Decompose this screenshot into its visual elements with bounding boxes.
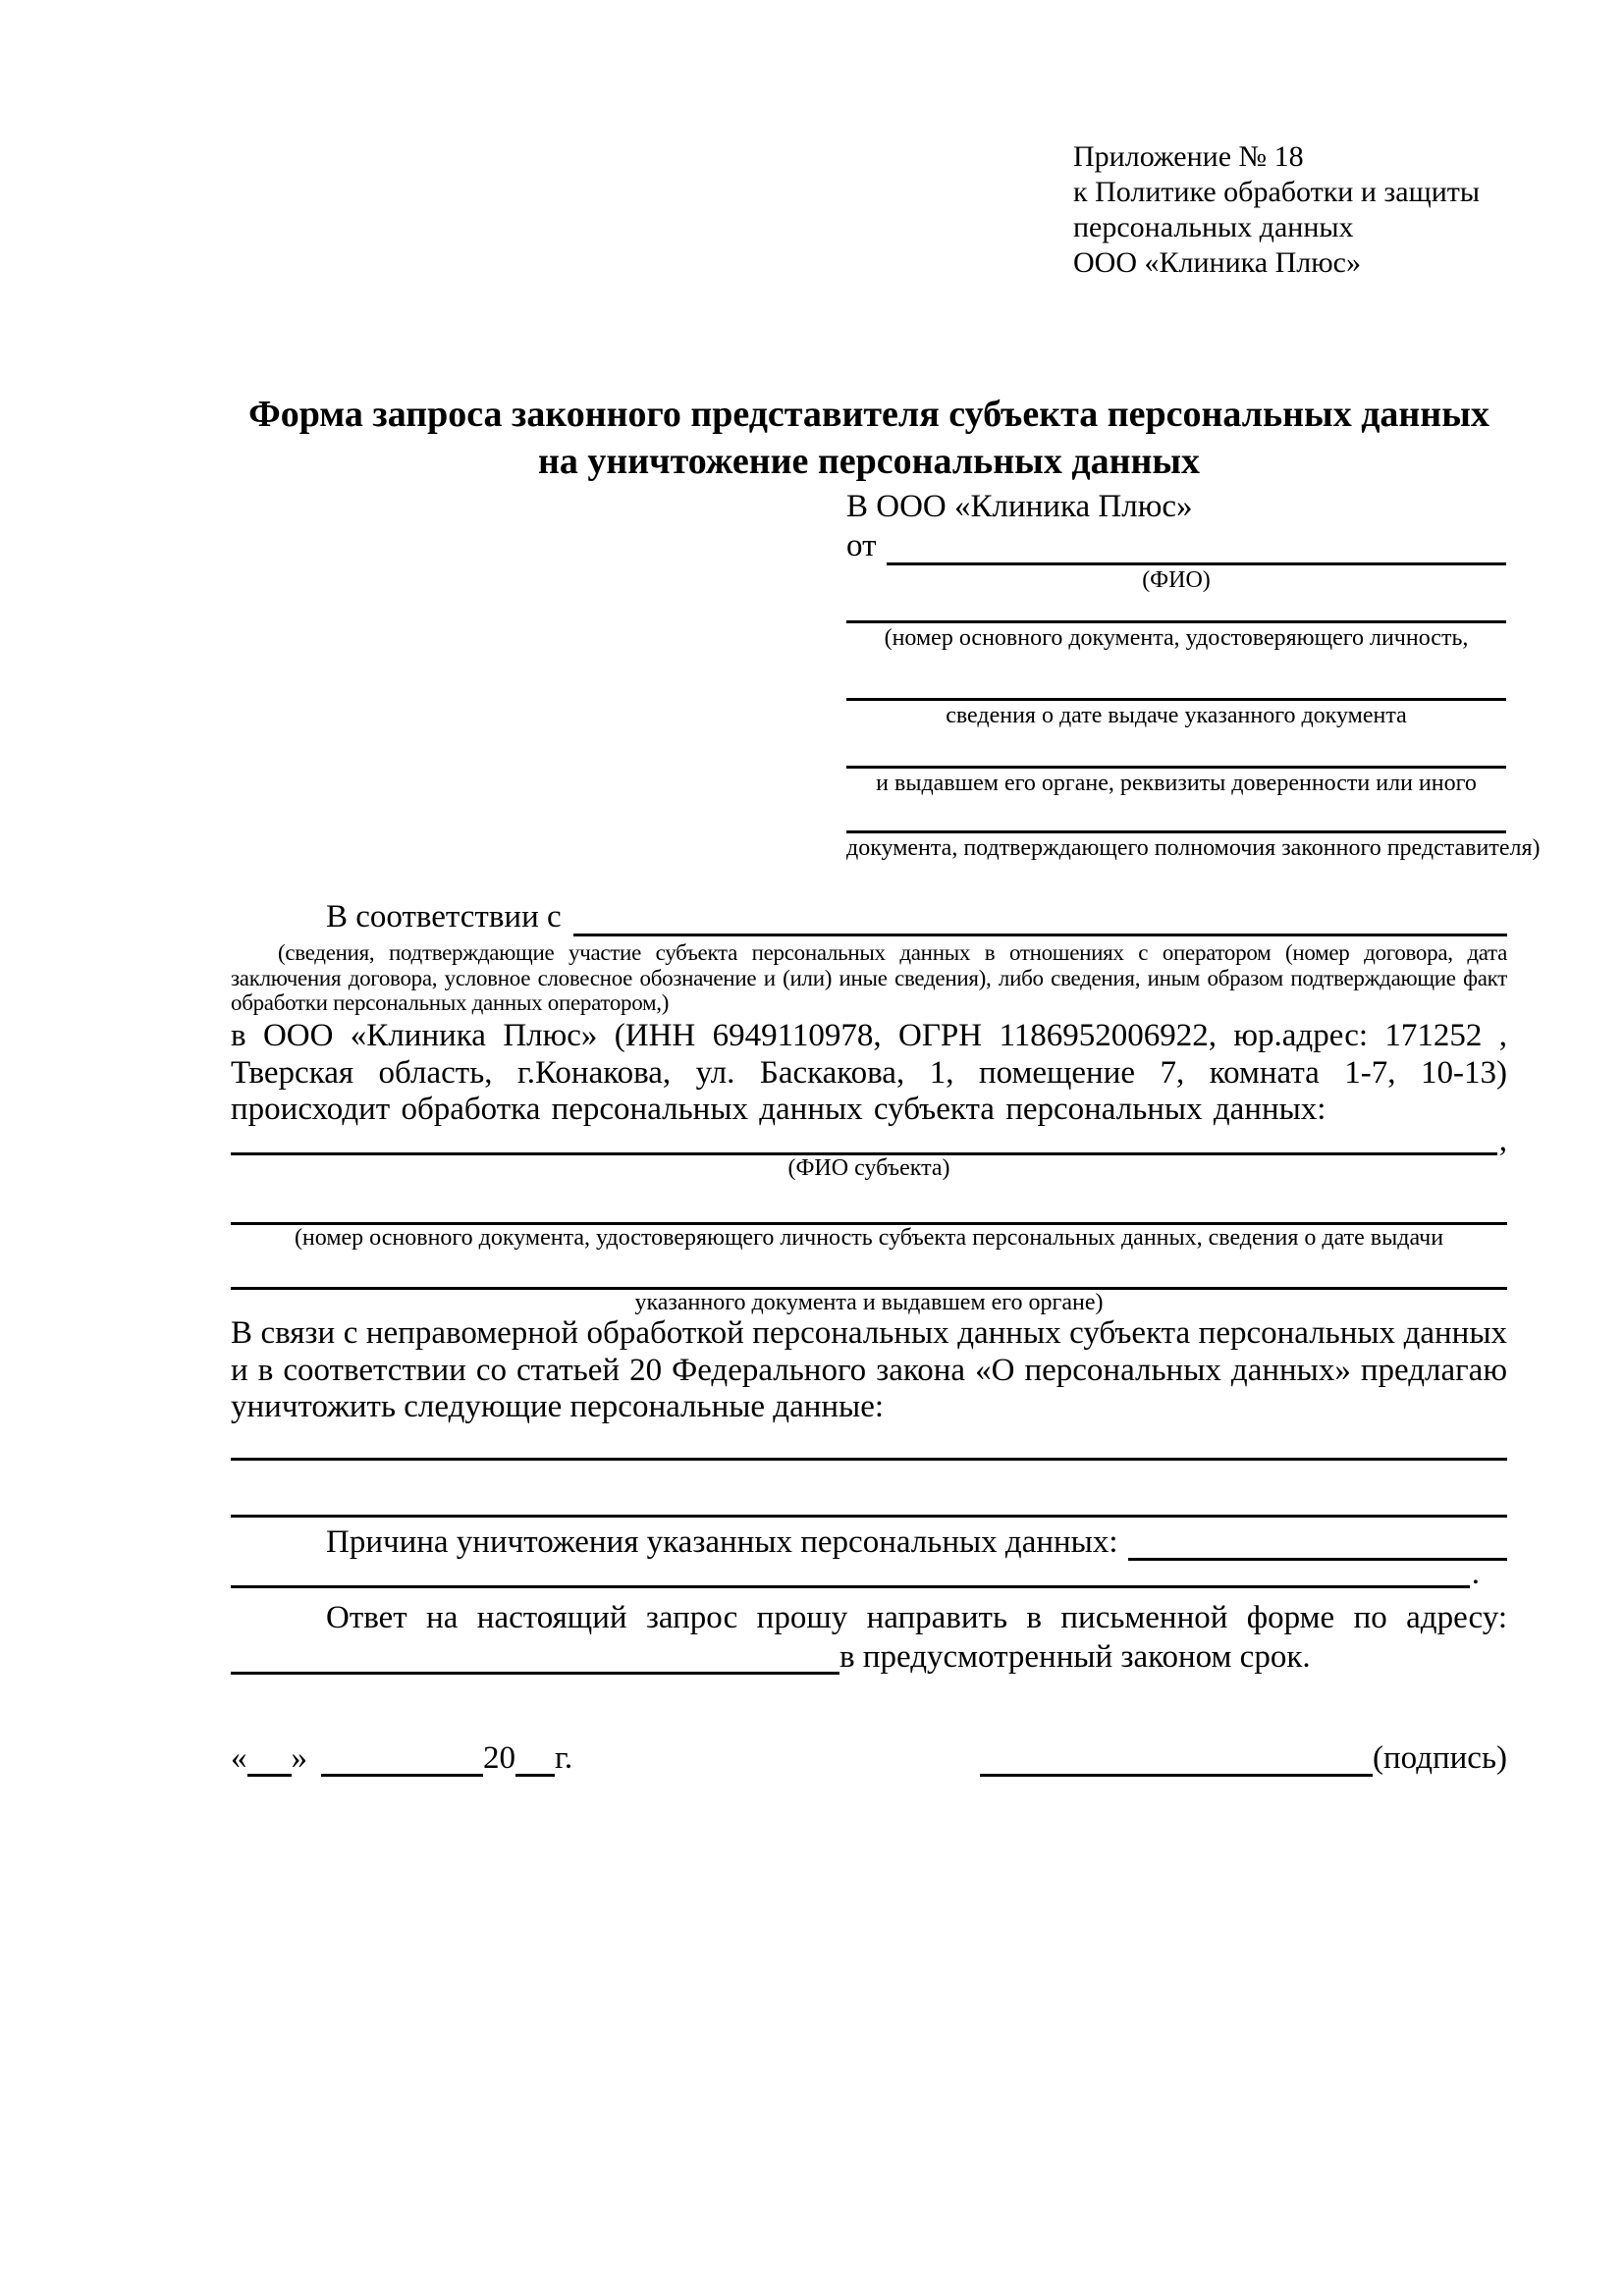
title-line-1: Форма запроса законного представителя субъекта персональных данных [248,394,1489,435]
date-quote-close: » [291,1740,307,1776]
appendix-number: Приложение № 18 [1073,140,1304,173]
trailing-comma: , [1498,1123,1507,1158]
issuing-authority-field-line [846,728,1506,769]
from-label: от [846,528,877,563]
power-of-attorney-caption: документа, подтверждающего полномочия законного представителя) [846,835,1541,861]
subject-doc-caption-1: (номер основного документа, удостоверяющего личность субъекта персональных данных, сведения о дате выдачи [294,1225,1444,1251]
data-to-destroy-field-line-2 [231,1460,1507,1518]
issue-date-caption: сведения о дате выдаче указанного документа [946,703,1407,728]
date-year-prefix: 20 [483,1740,515,1776]
date-year-field-line [515,1774,555,1777]
appendix-header [1073,139,1535,281]
title-line-2: на уничтожение персональных данных [537,441,1201,482]
answer-address-row [231,1639,1507,1675]
from-row [846,526,1506,565]
subject-fio-row [231,1123,1507,1158]
document-title [231,391,1507,485]
power-of-attorney-field-line [846,796,1506,833]
date-day-field-line [247,1774,292,1777]
accordance-field-line [573,934,1507,936]
issuing-authority-caption: и выдавшем его органе, реквизиты доверенности или иного [876,771,1477,796]
addressee-block [846,487,1541,861]
accordance-row [231,897,1507,936]
appendix-policy-line2: персональных данных [1073,211,1354,243]
trailing-period: . [1471,1556,1480,1591]
answer-sentence: Ответ на настоящий запрос прошу направить в письменной форме по адресу: [326,1600,1507,1635]
operator-paragraph: в ООО «Клиника Плюс» (ИНН 6949110978, ОГРН 1186952006922, юр.адрес: 171252 , Тверская область, г.Конакова, ул. Баскакова, 1, помещение 7, комната 1-7, 10-13) происходит обработка персональных данных субъекта персональных данных: [231,1018,1507,1127]
signature-caption: (подпись) [1373,1740,1507,1776]
signature-group [980,1739,1507,1777]
reason-field-line [1128,1558,1507,1561]
appendix-policy-line: к Политике обработки и защиты [1073,176,1481,208]
accordance-lead: В соответствии с [326,899,562,934]
subject-fio-caption: (ФИО субъекта) [787,1155,950,1181]
id-doc-caption: (номер основного документа, удостоверяющего личность, [884,625,1469,651]
date-group [231,1739,572,1777]
signature-row [231,1739,1507,1777]
fio-caption: (ФИО) [1142,567,1211,593]
subject-doc-field-line [231,1181,1507,1225]
address-field-line [231,1672,839,1675]
signature-field-line [980,1774,1373,1777]
issue-date-field-line [846,651,1506,701]
from-fio-field-line [887,562,1507,565]
subject-doc-caption-2: указанного документа и выдавшем его органе) [634,1290,1104,1315]
date-year-suffix: г. [555,1740,573,1776]
subject-doc-field-line-2 [231,1251,1507,1290]
subject-block [231,1123,1507,1315]
id-doc-field-line [846,593,1506,623]
reason-label: Причина уничтожения указанных персональных данных: [326,1524,1118,1560]
answer-tail-text: в предусмотренный законом срок. [839,1639,1311,1675]
appendix-company: ООО «Клиника Плюс» [1073,246,1361,279]
reason-row [231,1523,1507,1561]
addressee-to: В ООО «Клиника Плюс» [846,489,1193,524]
reason-continuation-row [231,1556,1507,1591]
accordance-note: (сведения, подтверждающие участие субъекта персональных данных в отношениях с оператором (номер договора, дата заключения договора, условное словесное обозначение и (или) иные сведения), либо сведения, иным образом подтверждающие факт обработки персональных данных оператором,) [231,940,1507,1015]
data-to-destroy-field-line-1 [231,1428,1507,1461]
reason-field-line-2 [231,1585,1470,1588]
date-quote-open: « [231,1740,247,1776]
date-month-field-line [321,1774,483,1777]
request-paragraph: В связи с неправомерной обработкой персональных данных субъекта персональных данных и в соответствии со статьей 20 Федерального закона «О персональных данных» предлагаю уничтожить следующие персональные данные: [231,1315,1507,1424]
